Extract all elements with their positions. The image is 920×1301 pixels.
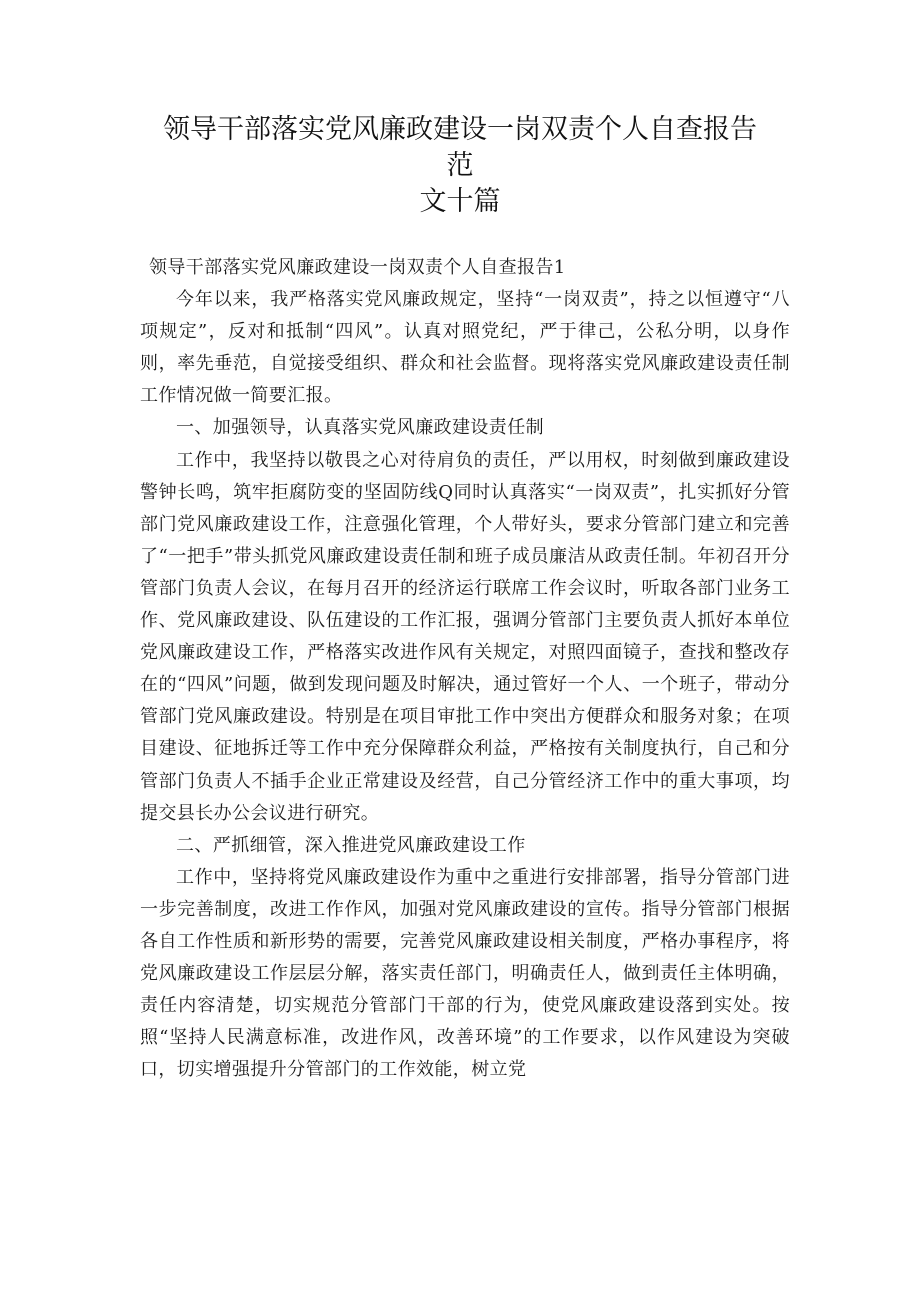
document-body — [140, 252, 790, 1086]
intro-paragraph: 今年以来，我严格落实党风廉政规定，坚持“一岗双责”，持之以恒遵守“八项规定”，反对和抵制“四风”。认真对照党纪，严于律己，公私分明，以身作则，率先垂范，自觉接受组织、群众和社会监督。现将落实党风廉政建设责任制工作情况做一简要汇报。 — [140, 289, 790, 407]
document-title-line-2: 文十篇 — [419, 186, 501, 217]
section-heading-1: 一、加强领导，认真落实党风廉政建设责任制 — [176, 417, 544, 439]
document-title-line-1: 领导干部落实党风廉政建设一岗双责个人自查报告范 — [163, 114, 757, 181]
report-heading: 领导干部落实党风廉政建设一岗双责个人自查报告1 — [149, 257, 566, 278]
section-1-paragraph: 工作中，我坚持以敬畏之心对待肩负的责任，严以用权，时刻做到廉政建设警钟长鸣，筑牢拒腐防变的坚固防线Q同时认真落实“一岗双责”，扎实抓好分管部门党风廉政建设工作，注意强化管理，个人带好头，要求分管部门建立和完善了“一把手”带头抓党风廉政建设责任制和班子成员廉洁从政责任制。年初召开分管部门负责人会议，在每月召开的经济运行联席工作会议时，听取各部门业务工作、党风廉政建设、队伍建设的工作汇报，强调分管部门主要负责人抓好本单位党风廉政建设工作，严格落实改进作风有关规定，对照四面镜子，查找和整改存在的“四风”问题，做到发现问题及时解决，通过管好一个人、一个班子，带动分管部门党风廉政建设。特别是在项目审批工作中突出方便群众和服务对象；在项目建设、征地拆迁等工作中充分保障群众利益，严格按有关制度执行，自己和分管部门负责人不插手企业正常建设及经营，自己分管经济工作中的重大事项，均提交县长办公会议进行研究。 — [140, 449, 790, 824]
section-heading-2: 二、严抓细管，深入推进党风廉政建设工作 — [176, 834, 526, 856]
document-title — [150, 112, 770, 220]
section-2-paragraph: 工作中，坚持将党风廉政建设作为重中之重进行安排部署，指导分管部门进一步完善制度，改进工作作风，加强对党风廉政建设的宣传。指导分管部门根据各自工作性质和新形势的需要，完善党风廉政建设相关制度，严格办事程序，将党风廉政建设工作层层分解，落实责任部门，明确责任人，做到责任主体明确，责任内容清楚，切实规范分管部门干部的行为，使党风廉政建设落到实处。按照“坚持人民满意标准，改进作风，改善环境”的工作要求，以作风建设为突破口，切实增强提升分管部门的工作效能，树立党 — [140, 866, 790, 1081]
